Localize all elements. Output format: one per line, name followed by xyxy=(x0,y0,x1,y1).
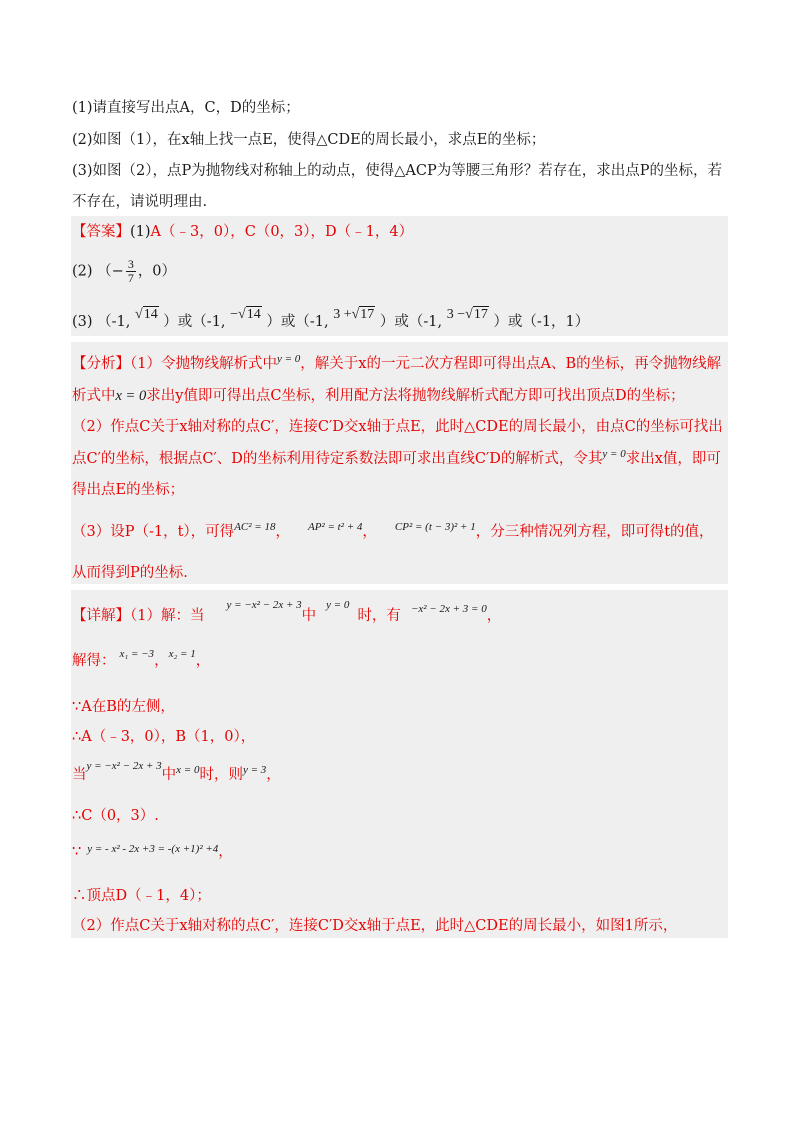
question-part-2: (2)如图（1），在x轴上找一点E，使得△CDE的周长最小，求点E的坐标； xyxy=(72,132,546,148)
math-expression: x = 0 xyxy=(115,388,147,404)
detail-text: ， xyxy=(218,844,233,860)
answer-3-or-4: ）或（-1，1） xyxy=(493,314,590,330)
analysis-text: ， xyxy=(275,524,290,540)
analysis-line-2 xyxy=(72,386,685,406)
detail-text: ∵ xyxy=(72,844,82,860)
math-expression: y = −x² − 2x + 3 xyxy=(86,760,162,772)
analysis-line-6 xyxy=(72,522,714,543)
answer-2-open: （ xyxy=(97,263,112,280)
detail-line-5 xyxy=(72,760,281,786)
math-expression: y = 3 xyxy=(242,764,267,776)
analysis-line-4 xyxy=(72,449,721,470)
answer-label: 【答案】 xyxy=(72,224,130,240)
detail-text: 中 xyxy=(161,767,177,783)
answer-3-or-2: ）或（-1, xyxy=(266,314,329,330)
fraction-numerator: 3 xyxy=(127,257,134,271)
three-minus-sqrt-17: 3 −√17 xyxy=(446,307,488,322)
detail-line-3: ∵A在B的左侧， xyxy=(72,699,175,715)
math-expression: x₂ = 1 xyxy=(168,648,196,660)
math-expression: y = 0 xyxy=(602,448,626,460)
three-plus-sqrt-17: 3 +√17 xyxy=(333,307,375,322)
analysis-line-5: 得出点E的坐标； xyxy=(72,482,185,498)
answer-1-text: A（﹣3，0），C（0，3），D（﹣1，4） xyxy=(150,224,414,240)
detail-text: 解得： xyxy=(72,653,116,669)
detail-line-6: ∴C（0，3）. xyxy=(72,808,159,824)
detail-text: 中 xyxy=(301,608,317,624)
math-expression: x = 0 xyxy=(176,764,200,776)
analysis-line-1 xyxy=(72,354,721,375)
analysis-line-7: 从而得到P的坐标. xyxy=(72,565,188,581)
math-expression: y = - x² - 2x +3 = -(x +1)² +4 xyxy=(87,843,219,855)
math-expression: AC² = 18 xyxy=(234,521,276,533)
fraction-denominator: 7 xyxy=(127,271,134,285)
math-expression: y = −x² − 2x + 3 xyxy=(226,599,302,611)
math-expression: CP² = (t − 3)² + 1 xyxy=(394,521,476,533)
question-part-3-line-1: (3)如图（2），点P为抛物线对称轴上的动点，使得△ACP为等腰三角形？若存在，求出点P的坐标，若 xyxy=(72,163,722,179)
analysis-text: ， xyxy=(362,524,377,540)
detail-text: ， xyxy=(195,653,211,669)
answer-3-number: (3) xyxy=(72,314,93,330)
math-expression: −x² − 2x + 3 = 0 xyxy=(410,603,487,615)
detail-line-8: ∴顶点D（﹣1，4）； xyxy=(72,888,211,904)
detail-text: ， xyxy=(154,653,169,669)
analysis-text: （3）设P（-1，t），可得 xyxy=(72,524,235,540)
analysis-text: 点C′的坐标，根据点C′、D的坐标利用待定系数法即可求出直线C′D的解析式，令其 xyxy=(72,451,603,467)
analysis-text: 求出y值即可得出点C坐标，利用配方法将抛物线解析式配方即可找出顶点D的坐标； xyxy=(146,388,685,404)
sqrt-14-b: −√14 xyxy=(230,307,261,322)
math-expression: AP² = t² + 4 xyxy=(307,521,363,533)
detail-text: ， xyxy=(266,767,281,783)
answer-2-close: ，0） xyxy=(137,263,177,280)
sqrt-14-a: √14 xyxy=(135,307,158,322)
detail-line-4: ∴A（﹣3，0），B（1，0）， xyxy=(72,729,256,745)
analysis-text: ，分三种情况列方程，即可得t的值， xyxy=(475,524,714,540)
answer-line-2 xyxy=(72,258,176,285)
answer-2-number: (2) xyxy=(72,263,93,280)
analysis-text: 求出x值，即可 xyxy=(625,451,721,467)
question-part-1: (1)请直接写出点A，C，D的坐标； xyxy=(72,100,300,116)
analysis-line-3: （2）作点C关于x轴对称的点C′，连接C′D交x轴于点E，此时△CDE的周长最小，由点C的坐标可找出 xyxy=(72,419,723,435)
question-part-3-line-2: 不存在，请说明理由. xyxy=(72,194,208,210)
analysis-text: 析式中 xyxy=(72,388,116,404)
answer-2-minus: − xyxy=(111,263,124,280)
answer-2-fraction xyxy=(126,258,136,285)
answer-3-or-3: ）或（-1, xyxy=(379,314,443,330)
detail-line-7 xyxy=(72,842,233,863)
analysis-text: （1）令抛物线解析式中 xyxy=(130,356,277,372)
analysis-text: ，解关于x的一元二次方程即可得出点A、B的坐标，再令抛物线解 xyxy=(300,356,722,372)
analysis-label: 【分析】 xyxy=(72,356,130,372)
answer-3-or-1: ）或（-1, xyxy=(163,314,226,330)
detail-text: 当 xyxy=(72,767,87,783)
answer-line-1 xyxy=(72,222,413,242)
detail-line-2 xyxy=(72,648,211,672)
math-expression: y = 0 xyxy=(276,353,301,365)
detail-text: 时，有 xyxy=(357,608,401,624)
detail-text: ， xyxy=(486,608,502,624)
answer-3-part-1: （-1, xyxy=(97,314,131,330)
answer-line-3 xyxy=(72,307,590,333)
detail-line-9: （2）作点C关于x轴对称的点C′，连接C′D交x轴于点E，此时△CDE的周长最小，如图1所示， xyxy=(72,918,678,934)
math-expression: x₁ = −3 xyxy=(119,648,155,660)
detail-text: （1）解：当 xyxy=(130,608,205,624)
detail-text: 时，则 xyxy=(199,767,243,783)
math-expression: y = 0 xyxy=(326,599,350,611)
answer-1-number: (1) xyxy=(130,224,151,240)
detail-label: 【详解】 xyxy=(72,608,130,624)
detail-line-1 xyxy=(72,599,502,627)
